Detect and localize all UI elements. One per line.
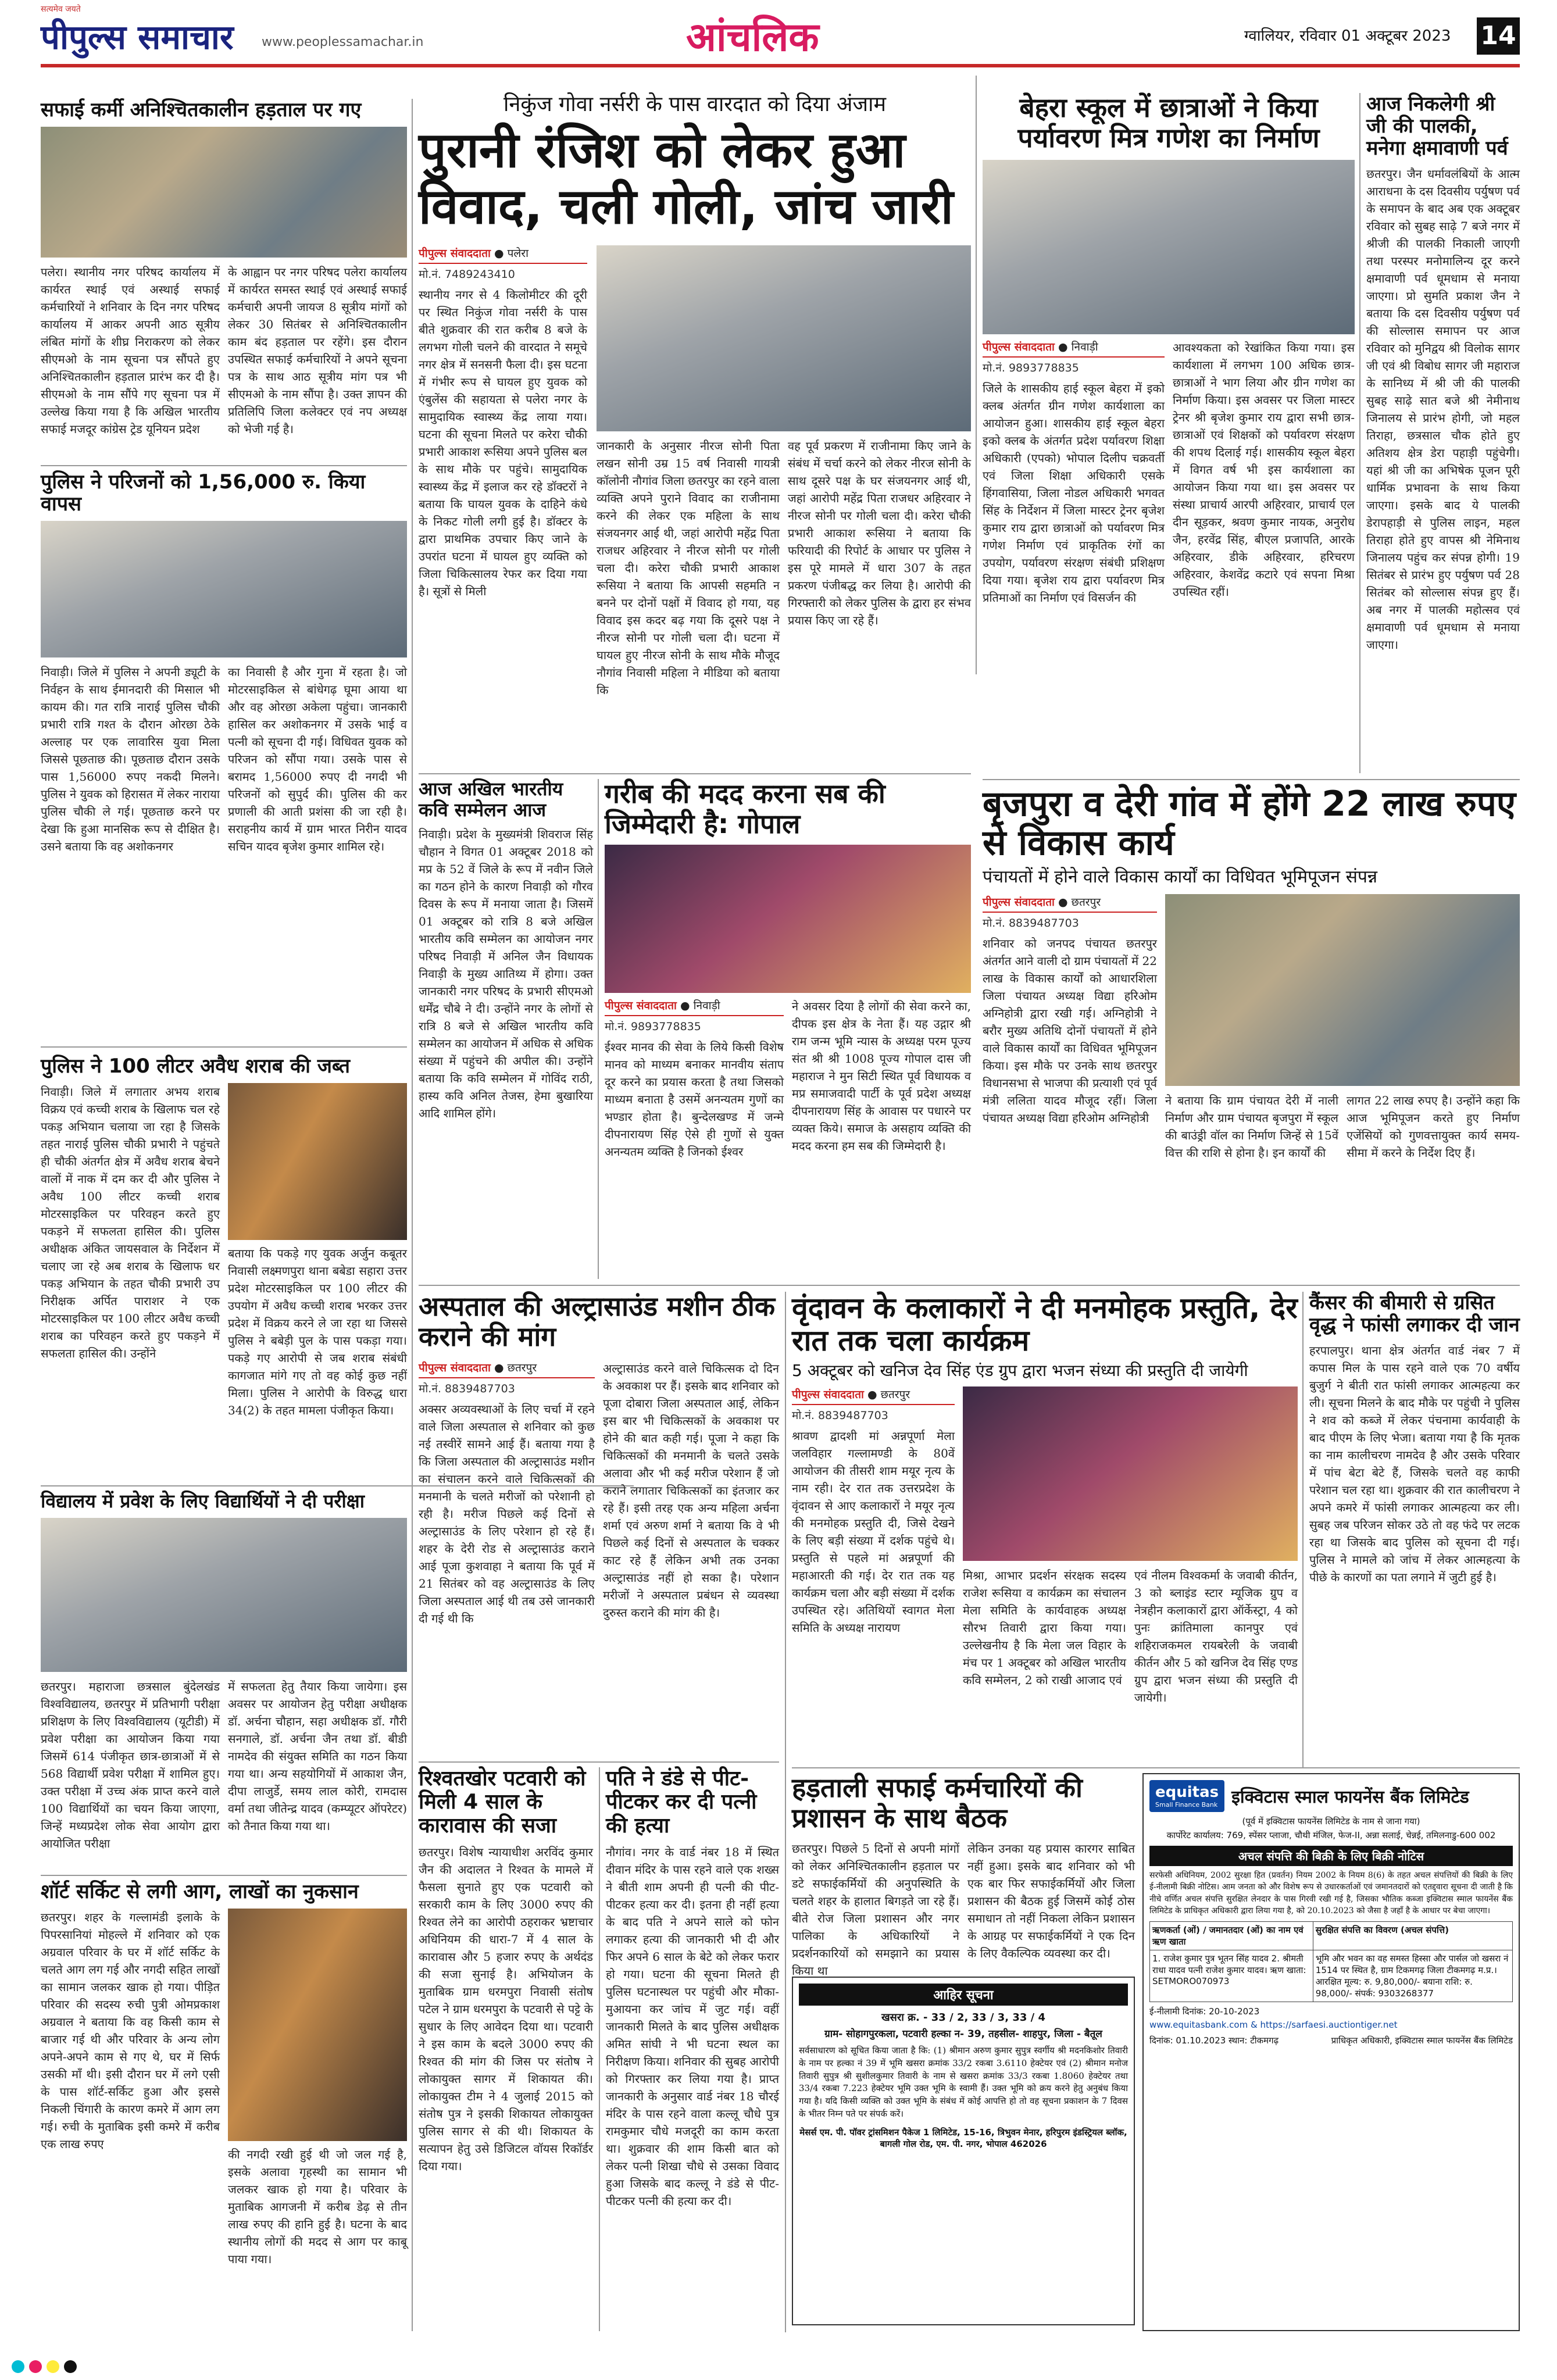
subhead: 5 अक्टूबर को खनिज देव सिंह एंड ग्रुप द्वारा भजन संध्या की प्रस्तुति दी जायेगी	[792, 1361, 1248, 1380]
headline: बेहरा स्कूल में छात्राओं ने किया पर्यावरण मित्र गणेश का निर्माण	[1017, 92, 1320, 153]
ad-bank	[1142, 1773, 1520, 2331]
article-photo	[597, 245, 971, 431]
bank-website[interactable]: www.equitasbank.com & https://sarfaesi.auctiontiger.net	[1149, 2020, 1398, 2031]
registration-mark	[12, 2360, 24, 2373]
byline-org: पीपुल्स संवाददाता	[419, 1361, 491, 1375]
article-vidyalaya	[41, 1491, 407, 1869]
byline: पीपुल्स संवाददाता ● छतरपुर	[792, 1386, 955, 1405]
headline: पति ने डंडे से पीट-पीटकर कर दी पत्नी की हत्या	[606, 1767, 757, 1838]
byline-mobile: मो.नं. 9893778835	[983, 362, 1079, 375]
date-place: दिनांक: 01.10.2023 स्थान: टीकमगढ़	[1149, 2035, 1279, 2046]
byline-org: पीपुल्स संवाददाता	[419, 246, 491, 260]
body-col-1: श्रावण द्वादशी मां अन्नपूर्णा मेला जलविहार गल्लामण्डी के 80वें आयोजन की तीसरी शाम मयूर नृत्य के नाम रही। देर रात तक उत्तरप्रदेश के वृंदावन से आए कलाकारों ने मयूर नृत्य की मनमोहक प्रस्तुति दी, जिसे देखने के लिए बड़ी संख्या में दर्शक पहुंचे थे। प्रस्तुति से पहले मां अन्नपूर्णा की महाआरती की गई। देर रात तक यह कार्यक्रम चला और बड़ी संख्या में दर्शक उपस्थित रहे। अतिथियों स्वागत मेला समिति के अध्यक्ष नारायण	[792, 1429, 955, 1635]
column-divider	[412, 99, 413, 2331]
body-col-1: छतरपुर। शहर के गल्लामंडी इलाके के पिपरसानियां मोहल्ले में शनिवार को एक अग्रवाल परिवार के घर में शॉर्ट सर्किट के चलते आग लग गई और नगदी सहित लाखों का सामान जलकर खाक हो गया। पीड़ित परिवार की सदस्य रुची पुत्री ओमप्रकाश अग्रवाल ने बताया कि वह किसी काम से बाजार गई थी और परिवार के अन्य लोग अपने-अपने काम से गए थे, घर में सिर्फ उसकी माँ थी। इसी दौरान घर में लगे एसी के पास शॉर्ट-सर्किट हुआ और इससे निकली चिंगारी के कारण कमरे में आग लग गई। रुची के मुताबिक इसी कमरे में करीब एक लाख रुपए	[41, 1910, 220, 2152]
column-divider	[1359, 93, 1360, 773]
byline-mobile: मो.नं. 8839487703	[792, 1409, 888, 1423]
dateline: ग्वालियर, रविवार 01 अक्टूबर 2023	[1244, 27, 1451, 45]
body: हरपालपुर। थाना क्षेत्र अंतर्गत वार्ड नंबर 7 में कपास मिल के पास रहने वाले एक 70 वर्षीय बुजुर्ग ने बीती रात फांसी लगाकर आत्महत्या कर ली। सूचना मिलने के बाद मौके पर पहुंची ने पुलिस ने शव को कब्जे में लेकर पंचनामा कार्यवाही के बाद पीएम के लिए भेजा। बताया गया है कि मृतक का नाम कालीचरण नामदेव है और उसके परिवार में पांच बेटा बेटे हैं, जिसके चलते वह काफी परेशान चल रहा था। शुक्रवार की रात कालीचरण ने अपने कमरे में फांसी लगाकर आत्महत्या कर ली। सुबह जब परिजन सोकर उठे तो वह फंदे पर लटक रहा था जिसके बाद पुलिस को सूचना दी गई। पुलिस ने मामले को जांच में लेकर आत्महत्या के पीछे के कारणों का पता लगाने में जुटी हुई है।	[1309, 1343, 1520, 1585]
divider	[419, 773, 971, 774]
headline: पुलिस ने 100 लीटर अवैध शराब की जब्त	[41, 1055, 350, 1078]
byline-mobile: मो.नं. 9893778835	[605, 1020, 701, 1034]
equitas-logo	[1149, 1780, 1224, 1812]
byline-org: पीपुल्स संवाददाता	[983, 895, 1055, 909]
registration-mark	[29, 2360, 42, 2373]
headline: वृंदावन के कलाकारों ने दी मनमोहक प्रस्तुति, देर रात तक चला कार्यक्रम	[792, 1291, 1298, 1357]
sale-body: सरफेसी अधिनियम, 2002 सुरक्षा हित (प्रवर्तन) नियम 2002 के नियम 8(6) के तहत अचल संपत्तियों की बिक्री के लिए ई-नीलामी बिक्री नोटिस। आम जनता को और विशेष रूप से उधारकर्ताओं एवं जमानतदारों को एतद्द्वारा सूचना दी जाती है कि नीचे वर्णित अचल संपत्ति सुरक्षित लेनदार के पास गिरवी रखी गई है, जिसका भौतिक कब्जा इक्विटास स्माल फायनेंस बैंक लिमिटेड के प्राधिकृत अधिकारी द्वारा लिया गया है, को 20.10.2023 को जैसा है जहाँ है के आधार पर बेचा जाएगा।	[1149, 1871, 1513, 1916]
column-divider	[598, 779, 599, 1279]
registration-mark	[47, 2360, 59, 2373]
table-header: ऋणकर्ता (ओं) / जमानतदार (ओं) का नाम एवं ऋण खाता	[1150, 1922, 1313, 1950]
article-photo	[41, 521, 407, 657]
byline: पीपुल्स संवाददाता ● निवाड़ी	[983, 339, 1165, 358]
article-photo	[963, 1386, 1298, 1561]
headline: बृजपुरा व देरी गांव में होंगे 22 लाख रुपए से विकास कार्य	[983, 784, 1516, 864]
body: निवाड़ी। प्रदेश के मुख्यमंत्री शिवराज सिंह चौहान ने विगत 01 अक्टूबर 2018 को मप्र के 52 वें जिले के रूप में नवीन जिले का गठन होने के कारण निवाड़ी को गौरव दिवस के रूप में मनाया जाता है। जिसमें 01 अक्टूबर को रात्रि 8 बजे अखिल भारतीय कवि सम्मेलन का आयोजन नगर परिषद निवाड़ी में अनिल जैन विधायक निवाड़ी के मुख्य आतिथ्य में होगा। उक्त जानकारी नगर परिषद के प्रभारी सीएमओ धर्मेंद्र चौबे ने दी। उन्होंने नगर के लोगों से रात्रि 8 बजे से अखिल भारतीय कवि सम्मेलन का आयोजन में अधिक से अधिक संख्या में पहुंचने की अपील की। उन्होंने बताया कि कवि सम्मेलन में गोविंद राठी, हास्य कवि अनिल तेजस, हेमा बुखारिया आदि शामिल होंगे।	[419, 827, 593, 1120]
headline: गरीब की मदद करना सब की जिम्मेदारी है: गोपाल	[605, 778, 885, 839]
article-photo	[41, 1518, 407, 1672]
section-name: आंचलिक	[686, 15, 819, 60]
body-col-2: ने अवसर दिया है लोगों की सेवा करने का, दीपक इस क्षेत्र के नेता हैं। यह उद्गार श्री राम जन्म भूमि न्यास के अध्यक्ष परम पूज्य संत श्री श्री 1008 पूज्य गोपाल दास जी महाराज ने मुन सिटी स्थित पूर्व विधायक व मप्र समाजवादी पार्टी के पूर्व प्रदेश अध्यक्ष दीपनारायण सिंह के आवास पर पधारने पर व्यक्त किये। समाज के असहाय व्यक्ति की मदद करना हम सब की जिम्मेदारी है।	[792, 999, 971, 1153]
column-divider	[785, 1292, 786, 2332]
article-nikunj	[419, 93, 971, 767]
signoff: प्राधिकृत अधिकारी, इक्विटास स्माल फायनेंस बैंक लिमिटेड	[1331, 2035, 1513, 2046]
divider	[41, 1046, 407, 1048]
headline: हड़ताली सफाई कर्मचारियों की प्रशासन के साथ बैठक	[792, 1772, 1083, 1834]
headline: कैंसर की बीमारी से ग्रसित वृद्ध ने फांसी लगाकर दी जान	[1309, 1291, 1520, 1337]
headline: विद्यालय में प्रवेश के लिए विद्यार्थियों ने दी परीक्षा	[41, 1490, 365, 1512]
article-photo	[228, 1909, 407, 2141]
body-col-2: का निवासी है और गुना में रहता है। जो मोटरसाइकिल से बांधेगढ़ घूमा आया था और वह ओरछा अकेला पहुंचा। जानकारी हासिल कर अशोकनगर में उसके भाई व पत्नी को सूचना दी गई। विधिवत युवक को परिजन को सौंपा गया। उसके पास से बरामद 1,56000 रुपए दी नगदी भी परिजनों को सुपुर्द की। पुलिस की कर प्रणाली की आती प्रशंसा की जा रही है। सराहनीय कार्य में ग्राम भारत निरीन यादव सचिन यादव बृजेश कुमार शामिल रहे।	[228, 665, 407, 854]
table-header: सुरक्षित संपत्ति का विवरण (अचल संपत्ति)	[1313, 1922, 1512, 1950]
body-col-1: अक्सर अव्यवस्थाओं के लिए चर्चा में रहने वाले जिला अस्पताल से शनिवार को कुछ नई तस्वीरें सामने आई हैं। बताया गया है कि जिला अस्पताल की अल्ट्रासाउंड मशीन का संचालन करने वाले चिकित्सकों की मनमानी के चलते मरीजों को परेशानी हो रही है। मरीज पिछले कई दिनों से अल्ट्रासाउंड के लिए परेशान हो रहे हैं। शहर के देरी रोड से अल्ट्रासाउंड कराने आई पूजा कुशवाहा ने बताया कि पूर्व में 21 सितंबर को वह अल्ट्रासाउंड के लिए जिला अस्पताल आई थी तब उसे जानकारी दी गई थी कि	[419, 1402, 595, 1626]
byline: पीपुल्स संवाददाता ● छतरपुर	[419, 1360, 595, 1378]
divider	[419, 1761, 779, 1763]
article-cancer	[1309, 1292, 1520, 1768]
body-col-3: एवं नीलम विश्वकर्मा के जवाबी कीर्तन, 3 को ब्लाइंड स्टार म्यूजिक ग्रुप व नेत्रहीन कलाकारों द्वारा ऑर्केस्ट्रा, 4 को पुनः क्रांतिमाला कानपुर एवं शहिराजकमल रायबरेली के जवाबी कीर्तन और 5 को खनिज देव सिंह एण्ड ग्रुप द्वारा भजन संध्या की प्रस्तुति दी जायेगी।	[1134, 1568, 1298, 1705]
notice-khasra: खसरा क्र. - 33 / 2, 33 / 3, 33 / 4	[881, 2011, 1046, 2024]
byline-place: निवाड़ी	[693, 999, 720, 1013]
body-col-1: छतरपुर। महाराजा छत्रसाल बुंदेलखंड विश्वविद्यालय, छतरपुर में प्रतिभागी परीक्षा प्रशिक्षण के लिए विश्वविद्यालय (यूटीडी) में प्रवेश परीक्षा का आयोजन किया गया जिसमें 614 पंजीकृत छात्र-छात्राओं में से 568 विद्यार्थी प्रवेश परीक्षा में शामिल हुए। उक्त परीक्षा में उच्च अंक प्राप्त करने वाले 100 विद्यार्थियों का चयन किया जाएगा, जिन्हें मध्यप्रदेश लोक सेवा आयोग द्वारा आयोजित परीक्षा	[41, 1679, 220, 1850]
website-link[interactable]: www.peoplessamachar.in	[262, 35, 424, 49]
kicker: निकुंज गोवा नर्सरी के पास वारदात को दिया अंजाम	[503, 92, 886, 116]
ad-notice	[792, 1977, 1135, 2325]
byline-mobile: मो.नं. 7489243410	[419, 267, 515, 281]
paper-name-logo[interactable]: पीपुल्स समाचार	[41, 17, 234, 57]
column-divider	[976, 76, 977, 674]
bank-title: इक्विटास स्माल फायनेंस बैंक लिमिटेड	[1231, 1787, 1469, 1807]
byline-org: पीपुल्स संवाददाता	[792, 1388, 864, 1402]
byline-place: निवाड़ी	[1071, 341, 1098, 354]
body-col-2: में सफलता हेतु तैयार किया जायेगा। इस अवसर पर आयोजन हेतु परीक्षा अधीक्षक डॉ. अर्चना चौहान, सहा अधीक्षक डॉ. गौरी सनगाले, डॉ. अर्चना जैन तथा डॉ. बीडी नामदेव की संयुक्त समिति का गठन किया गया था। अन्य सहयोगियों में आकाश जैन, दीपा लाजुर्डे, समय लाल कोरी, रामदास वर्मा तथा जीतेन्द्र यादव (कम्प्यूटर ऑपरेटर) को तैनात किया गया था।	[228, 1679, 407, 1833]
article-palki	[1366, 93, 1520, 773]
registration-mark	[64, 2360, 77, 2373]
divider	[983, 779, 1520, 780]
page-number: 14	[1477, 17, 1520, 55]
headline: आज निकलेगी श्री जी की पालकी, मनेगा क्षमावाणी पर्व	[1366, 92, 1508, 160]
notice-footer: मेसर्स एम. पी. पॉवर ट्रांसमिशन पैकेज 1 लिमिटेड, 15-16, त्रिभुवन मेनार, हरिपुरम इंडस्ट्रियल ब्लॉक, बागली गोल रोड, एम. पी. नगर, भोपाल 462026	[799, 2127, 1127, 2149]
body-col-1: ईश्वर मानव की सेवा के लिये किसी विशेष मानव को माध्यम बनाकर मानवीय संताप दूर करने का प्रयास करता है तथा जिसको माध्यम बनाता है उसमें अनन्यतम गुणों का भण्डार होता है। बुन्देलखण्ड में जन्मे दीपनारायण सिंह ऐसे ही गुणों से युक्त अनन्यतम व्यक्ति है जिनको ईश्वर	[605, 1040, 784, 1159]
headline: आज अखिल भारतीय कवि सम्मेलन आज	[419, 778, 563, 821]
divider	[41, 1875, 407, 1876]
byline-org: पीपुल्स संवाददाता	[605, 999, 677, 1013]
notice-body: सर्वसाधारण को सूचित किया जाता है कि: (1) श्रीमान अरुण कुमार सुपुत्र स्वर्गीय श्री मदनकिशोर तिवारी के नाम पर हल्का नं 39 में भूमि खसरा क्रमांक 33/2 रकबा 3.6110 हेक्टेयर एवं (2) श्रीमान मनोज तिवारी सुपुत्र श्री सुशीलकुमार तिवारी के नाम से खसरा क्रमांक 33/3 रकबा 1.8060 हेक्टेयर तथा 33/4 रकबा 7.223 हेक्टेयर भूमि उक्त भूमि के स्वामी हैं। उक्त भूमि को क्रय करने हेतु अनुबंध किया गया है। यदि किसी व्यक्ति को उक्त भूमि के संबंध में कोई आपत्ति हो तो वह सूचना प्रकाशन के 7 दिवस के भीतर निम्न पते पर संपर्क करें।	[799, 2045, 1128, 2119]
auction-table	[1149, 1921, 1513, 2002]
logo-text: equitas	[1155, 1784, 1219, 1801]
article-safai	[41, 99, 407, 453]
byline: पीपुल्स संवाददाता ● छतरपुर	[983, 894, 1157, 913]
headline: अस्पताल की अल्ट्रासाउंड मशीन ठीक कराने की मांग	[419, 1291, 776, 1352]
headline: पुरानी रंजिश को लेकर हुआ विवाद, चली गोली, जांच जारी	[419, 121, 954, 235]
body-col-2: अल्ट्रासाउंड करने वाले चिकित्सक दो दिन के अवकाश पर हैं। इसके बाद शनिवार को पूजा दोबारा जिला अस्पताल आई, लेकिन इस बार भी चिकित्सकों के अवकाश पर होने की बात कही गई। पूजा ने कहा कि चिकित्सकों की मनमानी के चलते उसके अलावा और भी कई मरीज परेशान हैं जो कराने लगातार चिकित्सकों का इंतजार कर रहे हैं। इसी तरह एक अन्य महिला अर्चना शर्मा एवं अरुण शर्मा ने बताया कि वे भी पिछले कई दिनों से अस्पताल के चक्कर काट रहे हैं लेकिन अभी तक उनका अल्ट्रासाउंड नहीं हो सका है। परेशान मरीजों ने अस्पताल प्रबंधन से व्यवस्था दुरुस्त कराने की मांग की है।	[603, 1361, 779, 1620]
table-cell: भूमि और भवन का वह समस्त हिस्सा और पार्सल जो खसरा नं 1514 पर स्थित है, ग्राम टिकमगढ़ जिला टीकमगढ़ म.प्र.। आरक्षित मूल्य: रु. 9,80,000/- बयाना राशि: रु. 98,000/- संपर्क: 9303268377	[1313, 1950, 1512, 2002]
article-photo	[1165, 894, 1520, 1086]
column-divider	[1302, 1292, 1304, 1768]
bank-office: कार्पोरेट कार्यालय: 769, स्पेंसर प्लाजा, चौथी मंजिल, फेज-II, अन्ना सलाई, चेन्नई, तमिलनाडु-600 002	[1166, 1830, 1496, 1841]
table-cell: 1. राजेश कुमार पुत्र भूतन सिंह यादव 2. श्रीमती राधा यादव पत्नी राजेश कुमार यादव। ऋण खाता: SETMORO070973	[1150, 1950, 1313, 2002]
byline-place: छतरपुर	[880, 1388, 910, 1402]
article-pati	[606, 1767, 779, 2331]
article-brijpura	[983, 785, 1520, 1273]
body: नौगांव। नगर के वार्ड नंबर 18 में स्थित दीवान मंदिर के पास रहने वाले एक शख्स ने बीती शाम अपनी ही पत्नी की पीट-पीटकर हत्या कर दी। इतना ही नहीं हत्या के बाद पति ने अपने साले को फोन लगाकर हत्या की जानकारी भी दी और फिर अपने 6 साल के बेटे को लेकर फरार हो गया। घटना की सूचना मिलते ही पुलिस घटनास्थल पर पहुंची और मौका-मुआयना कर जांच में जुट गई। वहीं जानकारी मिलते के बाद पुलिस अधीक्षक अमित सांघी ने भी घटना स्थल का निरीक्षण किया। शनिवार की सुबह आरोपी को गिरफ्तार कर लिया गया है। प्राप्त जानकारी के अनुसार वार्ड नंबर 18 चौरई मंदिर के पास रहने वाला कल्लू चौधे पुत्र रामकुमार चौधे मजदूरी का काम करता था। शुक्रवार की शाम किसी बात को लेकर पत्नी शिखा चौधे से उसका विवाद हुआ जिसके बाद कल्लू ने डंडे से पीट-पीटकर पत्नी की हत्या कर दी।	[606, 1845, 779, 2208]
article-vrindavan	[792, 1292, 1298, 1763]
headline: सफाई कर्मी अनिश्चितकालीन हड़ताल पर गए	[41, 98, 362, 121]
article-photo	[41, 127, 407, 258]
body-col-1: शनिवार को जनपद पंचायत छतरपुर अंतर्गत आने वाली दो ग्राम पंचायतों में 22 लाख के विकास कार्यों को आधारशिला जिला पंचायत अध्यक्ष विद्या हरिओम अग्निहोत्री द्वारा रखी गई। अग्निहोत्री ने बरौर मुख्य अतिथि दोनों पंचायतों में होने वाले विकास कार्यों का विधिवत भूमिपूजन किया। इस मौके पर उनके साथ छतरपुर विधानसभा से भाजपा की प्रत्याशी एवं पूर्व मंत्री ललिता यादव मौजूद रहीं। जिला पंचायत अध्यक्ष विद्या हरिओम अग्निहोत्री	[983, 936, 1157, 1125]
byline-org: पीपुल्स संवाददाता	[983, 341, 1055, 354]
body-col-2: की नगदी रखी हुई थी जो जल गई है, इसके अलावा गृहस्थी का सामान भी जलकर खाक हो गया है। परिवार के मुताबिक आगजनी में करीब डेढ़ से तीन लाख रुपए की हानि हुई है। घटना के बाद स्थानीय लोगों की मदद से आग पर काबू पाया गया।	[228, 2147, 407, 2267]
article-police-return	[41, 470, 407, 854]
article-hadtali	[792, 1772, 1135, 1978]
body-col-1: निवाड़ी। जिले में लगातार अभय शराब विक्रय एवं कच्ची शराब के खिलाफ चल रहे पकड़ अभियान चलाया जा रहा है जिसके तहत नाराई पुलिस चौकी प्रभारी ने पहुंचते ही चौकी अंतर्गत क्षेत्र में अवैध शराब बेचने वालों में नाक में दम कर दी और पुलिस ने अवैध 100 लीटर कच्ची शराब मोटरसाइकिल पर परिवहन करते हुए पकड़ने में सफलता हासिल की। पुलिस अधीक्षक अंकित जायसवाल के निर्देशन में चलाए जा रहे अब शराब के खिलाफ धर पकड़ अभियान के तहत चौकी प्रभारी उप निरीक्षक अर्पित पाराशर ने एक मोटरसाइकिल पर 100 लीटर अवैध कच्ची शराब का परिवहन करते हुए पकड़ने में सफलता हासिल की। उन्होंने	[41, 1085, 220, 1361]
body: छतरपुर। विशेष न्यायाधीश अरविंद कुमार जैन की अदालत ने रिश्वत के मामले में फैसला सुनाते हुए एक पटवारी को सरकारी काम के लिए 3000 रुपए की रिश्वत लेने का आरोपी ठहराकर भ्रष्टाचार अधिनियम की धारा-7 में 4 साल के कारावास और 5 हजार रुपए के अर्थदंड की सजा सुनाई है। अभियोजन के मुताबिक ग्राम धरमपुरा निवासी संतोष पटेल ने ग्राम धरमपुरा के पटवारी से पट्टे के सुधार के लिए आवेदन दिया था। पटवारी ने इस काम के बदले 3000 रुपए की रिश्वत की मांग की जिस पर संतोष ने लोकायुक्त सागर में शिकायत की। लोकायुक्त टीम ने 4 जुलाई 2015 को संतोष पुत्र ने इसकी शिकायत लोकायुक्त पुलिस सागर से की थी। शिकायत के सत्यापन हेतु उसे डिजिटल वॉयस रिकॉर्डर दिया गया।	[419, 1845, 593, 2173]
body-col-1: स्थानीय नगर से 4 किलोमीटर की दूरी पर स्थित निकुंज गोवा नर्सरी के पास बीते शुक्रवार की रात करीब 8 बजे के लगभग गोली चलने की वारदात ने समूचे नगर क्षेत्र में सनसनी फैला दी। इस घटना में गंभीर रूप से घायल हुए युवक को एंबुलेंस की सहायता से पलेरा नगर के सामुदायिक स्वास्थ्य केंद्र लाया गया। घटना की सूचना मिलते पर करेरा चौकी प्रभारी आकाश रूसिया अपने पुलिस बल के साथ मौके पर पहुंचे। सामुदायिक स्वास्थ्य केंद्र में इलाज कर रहे डॉक्टरों ने बताया कि घायल युवक के दाहिने कंधे के निकट गोली लगी हुई है। डॉक्टर के द्वारा प्राथमिक उपचार किए जाने के उपरांत घटना में घायल हुए व्यक्ति को जिला चिकित्सालय रेफर कर दिया गया है। सूत्रों से मिली	[419, 287, 587, 598]
masthead-rule	[41, 64, 1520, 67]
body-col-1: जिले के शासकीय हाई स्कूल बेहरा में इको क्लब अंतर्गत ग्रीन गणेश कार्यशाला का आयोजन हुआ। शासकीय हाई स्कूल बेहरा इको क्लब के अंतर्गत प्रदेश पर्यावरण शिक्षा अधिकारी (एपको) भोपाल दिलीप चक्रवर्ती एवं जिला शिक्षा अधिकारी एसके हिंगवासिया, जिला नोडल अधिकारी भगवत सिंह के निर्देशन में जिला मास्टर ट्रेनर बृजेश कुमार राय द्वारा छात्राओं को पर्यावरण मित्र गणेश निर्माण एवं प्राकृतिक रंगों का उपयोग, पर्यावरण संरक्षण संबंधी प्रशिक्षण दिया गया। बृजेश राय द्वारा पर्यावरण मित्र प्रतिमाओं का निर्माण एवं विसर्जन की	[983, 381, 1165, 605]
body-col-1: पलेरा। स्थानीय नगर परिषद कार्यालय में कार्यरत स्थाई एवं अस्थाई सफाई कर्मचारियों ने शनिवार के दिन नगर परिषद कार्यालय में आकर अपनी आठ सूत्रीय लंबित मांगों के शीघ्र निराकरण को लेकर सीएमओ के नाम सूचना पत्र सौंपते हुए अनिश्चितकालीन हड़ताल प्रारंभ कर दी है। सीएमओ के नाम सौंपे गए सूचना पत्र में उल्लेख किया गया है कि अखिल भारतीय सफाई मजदूर कांग्रेस ट्रेड यूनियन प्रदेश	[41, 265, 220, 437]
auction-line: ई-नीलामी दिनांक: 20-10-2023	[1149, 2006, 1260, 2017]
body-col-2: आवश्यकता को रेखांकित किया गया। इस कार्यशाला में लगभग 100 अधिक छात्र-छात्राओं ने भाग लिया और ग्रीन गणेश का निर्माण किया। इस अवसर पर जिला मास्टर ट्रेनर श्री बृजेश कुमार राय द्वारा सभी छात्र-छात्राओं एवं शिक्षकों को पर्यावरण संरक्षण की शपथ दिलाई गई। शासकीय स्कूल बेहरा में विगत वर्ष भी इस कार्यशाला का आयोजन किया गया था। इस अवसर पर संस्था प्राचार्य आरपी अहिरवार, प्राचार्य एल दीन सूड़कर, श्रवण कुमार नायक, अनुरोध जैन, हरवेंद्र सिंह, बीएल प्रजापति, आरके अहिरवार, डीके अहिरवार, हरिचरण अहिरवार, केशवेंद्र कटारे एवं सपना मिश्रा उपस्थित रहीं।	[1173, 341, 1355, 599]
byline: पीपुल्स संवाददाता ● निवाड़ी	[605, 998, 784, 1016]
article-sharab	[41, 1055, 407, 1480]
bank-subtitle: (पूर्व में इक्विटास फायनेंस लिमिटेड के नाम से जाना गया)	[1242, 1816, 1420, 1827]
body-col-3: वह पूर्व प्रकरण में राजीनामा किए जाने के संबंध में चर्चा करने को लेकर नीरज सोनी के साथ दूसरे पक्ष के घर संजयनगर आई थी, जहां आरोपी महेंद्र पिता राजधर अहिरवार ने नीरज सोनी पर गोली चला दी। करेरा चौकी प्रभारी आकाश रूसिया ने बताया कि फरियादी की रिपोर्ट के आधार पर पुलिस ने इस पूरे मामले में धारा 307 के तहत प्रकरण पंजीबद्ध कर लिया है। आरोपी की गिरफ्तारी को लेकर पुलिस के द्वारा हर संभव प्रयास किए जा रहे हैं।	[788, 438, 971, 627]
article-photo	[605, 845, 971, 993]
body: छतरपुर। जैन धर्मावलंबियों के आत्म आराधना के दस दिवसीय पर्युषण पर्व के समापन के बाद अब एक अक्टूबर रविवार को सुबह साढ़े 7 बजे नगर में श्रीजी की पालकी निकाली जाएगी तथा परस्पर मनोमालिन्य दूर करने क्षमावाणी पर्व धूमधाम से मनाया जाएगा। प्रो सुमति प्रकाश जैन ने बताया कि दस दिवसीय पर्युषण पर्व की सोल्लास समापन पर आज रविवार को मुनिद्वय श्री विलोक सागर जी एवं श्री विबोध सागर जी महाराज के सानिध्य में श्री जी की पालकी सुबह साढ़े सात बजे श्री नेमीनाथ जिनालय से प्रारंभ होगी, जो महल तिराहा, छत्रसाल चौक होते हुए अतिशय क्षेत्र डेरा पहाड़ी पहुंचेगी। यहां श्री जी का अभिषेक पूजन पूरी धार्मिक प्रभावना के साथ किया जाएगा। इसके बाद ये पालकी डेरापहाड़ी से पुलिस लाइन, महल तिराहा होते हुए वापस श्री नेमिनाथ जिनालय पहुंच कर संपन्न होगी। 19 सितंबर से प्रारंभ हुए पर्युषण पर्व 28 सितंबर को सोल्लास संपन्न हुए हैं। अब नगर में पालकी महोत्सव एवं क्षमावाणी पर्व धूमधाम से मनाया जाएगा।	[1366, 167, 1520, 652]
divider	[791, 1285, 1520, 1286]
masthead	[0, 0, 1557, 64]
body-col-2: ने बताया कि ग्राम पंचायत देरी में नाली निर्माण और ग्राम पंचायत बृजपुरा में स्कूल की बाउंड्री वॉल का निर्माण जिन्हें से 15वें वित्त की राशि से होना है। इन कार्यों की	[1165, 1093, 1338, 1160]
divider	[792, 1767, 1520, 1768]
body-col-2: मिश्रा, आभार प्रदर्शन संरक्षक सदस्य राजेश रूसिया व कार्यक्रम का संचालन मेला समिति के कार्यवाहक अध्यक्ष सौरभ तिवारी द्वारा किया गया। उल्लेखनीय है कि मेला जल विहार के मंच पर 1 अक्टूबर को अखिल भारतीय कवि सम्मेलन, 2 को राखी आजाद एवं	[963, 1568, 1126, 1688]
notice-village: ग्राम- सोहागपुरकला, पटवारी हल्का न- 39, तहसील- शाहपुर, जिला - बैतूल	[824, 2028, 1102, 2040]
body-col-1: निवाड़ी। जिले में पुलिस ने अपनी ड्यूटी के निर्वहन के साथ ईमानदारी की मिसाल भी कायम की। गत रात्रि नाराई पुलिस चौकी प्रभारी रात्रि गश्त के दौरान ओरछा ठेके अल्लाह पर एक लावारिस युवा मिला जिससे पूछताछ की। पूछताछ दौरान उसके पास 1,56000 रुपए नकदी मिलने। पुलिस ने युवक को हिरासत में लेकर नाराया पुलिस चौकी ले गई। पूछताछ करने पर देखा कि हुआ मानसिक रूप से दीक्षित है। उसने बताया कि वह अशोकनगर	[41, 665, 220, 854]
byline-mobile: मो.नं. 8839487703	[419, 1382, 515, 1396]
headline: रिश्वतखोर पटवारी को मिली 4 साल के कारावास की सजा	[419, 1767, 586, 1838]
body-col-3: लागत 22 लाख रुपए है। उन्होंने कहा कि आज भूमिपूजन करते हुए निर्माण एजेंसियों को गुणवत्तायुक्त कार्य समय-सीमा में करने के निर्देश दिए हैं।	[1347, 1093, 1520, 1160]
byline-mobile: मो.नं. 8839487703	[983, 916, 1079, 930]
sale-title: अचल संपत्ति की बिक्री के लिए बिक्री नोटिस	[1149, 1846, 1513, 1866]
body-col-2: के आह्वान पर नगर परिषद पलेरा कार्यालय में कार्यरत समस्त स्थाई एवं अस्थाई सफाई कर्मचारी अपनी जायज 8 सूत्रीय मांगों को लेकर 30 सितंबर से अनिश्चितकालीन काम बंद हड़ताल पर रहेंगे। इस दौरान उपस्थित सफाई कर्मचारियों ने अपने सूचना पत्र के साथ आठ सूत्रीय मांग पत्र भी सीएमओ के नाम सौंपा है। उक्त ज्ञापन की प्रतिलिपि जिला कलेक्टर एवं नप अध्यक्ष को भेजी गई है।	[228, 265, 407, 437]
headline: शॉर्ट सर्किट से लगी आग, लाखों का नुकसान	[41, 1880, 359, 1903]
article-garib	[605, 779, 971, 1285]
article-short-circuit	[41, 1881, 407, 2334]
body-col-2: जानकारी के अनुसार नीरज सोनी पिता लखन सोनी उम्र 15 वर्ष निवासी गायत्री कॉलोनी नौगांव जिला छतरपुर का रहने वाला व्यक्ति अपने पुराने विवाद का राजीनामा करने की लेकर एक महिला के साथ संजयनगर आई थी, जहां आरोपी महेंद्र पिता राजधर अहिरवार ने नीरज सोनी पर गोली चला दी। करेरा चौकी प्रभारी आकाश रूसिया ने बताया कि आपसी सहमति न बनने पर दोनों पक्षों में विवाद हो गया, यह विवाद इस कदर बढ़ गया कि दूसरे पक्ष ने नीरज सोनी पर गोली चला दी। घटना में घायल हुए नीरज सोनी के साथ मौके मौजूद नौगांव निवासी महिला ने मीडिया को बताया कि	[597, 438, 780, 697]
article-photo	[983, 160, 1355, 334]
article-akhil	[419, 779, 593, 1285]
logo-subtext: Small Finance Bank	[1155, 1801, 1218, 1809]
byline-place: छतरपुर	[1071, 895, 1101, 909]
article-patwari	[419, 1767, 593, 2331]
column-divider	[599, 1767, 600, 2331]
article-ultrasound	[419, 1292, 779, 1757]
byline-place: छतरपुर	[507, 1361, 537, 1375]
headline: पुलिस ने परिजनों को 1,56,000 रु. किया वापस	[41, 470, 366, 516]
divider	[41, 465, 407, 466]
article-photo	[228, 1083, 407, 1240]
notice-title: आहिर सूचना	[799, 1984, 1128, 2006]
body-col-2: लेकिन उनका यह प्रयास कारगर साबित नहीं हुआ। इसके बाद शनिवार को भी एक बार फिर सफाईकर्मियों और जिला प्रशासन की बैठक हुई जिसमें कोई ठोस समाधान तो नहीं निकला लेकिन प्रशासन के आग्रह पर सफाईकर्मियों ने एक दिन के लिए वैकल्पिक व्यवस्था कर दी।	[967, 1842, 1135, 1961]
article-behra	[983, 93, 1355, 773]
body-col-2: बताया कि पकड़े गए युवक अर्जुन कबूतर निवासी लक्ष्मणपुरा थाना बबेडा सहारा उत्तर प्रदेश मोटरसाइकिल पर 100 लीटर की उपयोग में अवैध कच्ची शराब भरकर उत्तर प्रदेश में विक्रय करने ले जा रहा था जिससे पुलिस ने बबेड़ी पुल के पास पकड़ा गया। पकड़े गए आरोपी से जब शराब संबंधी कागजात मांगे गए तो वह कोई कुछ नहीं मिला। पुलिस ने आरोपी के विरुद्ध धारा 34(2) के तहत मामला पंजीकृत किया।	[228, 1246, 407, 1418]
subhead: पंचायतों में होने वाले विकास कार्यों का विधिवत भूमिपूजन संपन्न	[983, 867, 1377, 888]
byline-place: पलेरा	[507, 246, 528, 260]
byline: पीपुल्स संवाददाता ● पलेरा	[419, 245, 587, 264]
paper-tagline: सत्यमेव जयते	[41, 5, 81, 14]
body-col-1: छतरपुर। पिछले 5 दिनों से अपनी मांगों को लेकर अनिश्चितकालीन हड़ताल पर डटे सफाईकर्मियों की अनुपस्थिति के चलते शहर के हालात बिगड़ते जा रहे हैं। बीते रोज जिला प्रशासन और नगर पालिका के अधिकारियों ने प्रदर्शनकारियों को समझाने का प्रयास किया था	[792, 1842, 959, 1978]
